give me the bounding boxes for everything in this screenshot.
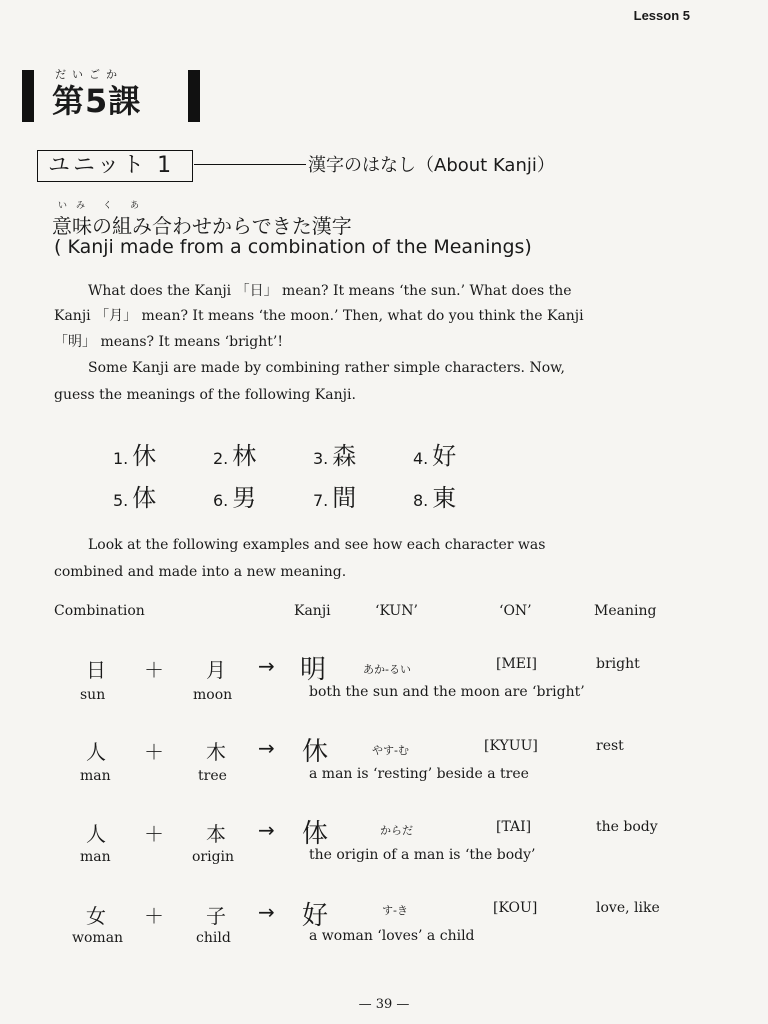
kanji-item-number: 4. (413, 449, 429, 468)
example-on: [KOU] (493, 900, 538, 916)
kanji-item-char: 森 (332, 442, 357, 470)
example-part2: 木 (206, 740, 226, 764)
example-result: 好 (302, 901, 329, 931)
lesson-title-ruby: だいごか (55, 68, 123, 81)
example-gloss1: sun (80, 687, 106, 703)
intro-line-1: What does the Kanji 「日」 mean? It means ‘the sun.’ What does the (88, 283, 572, 299)
kanji-item-char: 東 (432, 484, 457, 512)
example-explanation: the origin of a man is ‘the body’ (309, 847, 536, 863)
kanji-item (413, 478, 456, 513)
example-gloss1: man (80, 849, 111, 865)
example-part1: 人 (86, 822, 106, 846)
example-part1: 人 (86, 740, 106, 764)
subtitle-english: ( Kanji made from a combination of the Meanings) (54, 236, 532, 258)
intro-line-5: guess the meanings of the following Kanji. (54, 387, 356, 403)
kanji-item-char: 体 (132, 484, 157, 512)
intro-line-3: 「明」 means? It means ‘bright’! (54, 334, 283, 350)
kanji-item (413, 436, 456, 471)
heading-bar-right (188, 70, 200, 122)
example-gloss1: woman (72, 930, 124, 946)
header-meaning: Meaning (594, 603, 657, 619)
header-on: ‘ON’ (499, 603, 532, 619)
kanji-item-number: 8. (413, 491, 429, 510)
kanji-item-char: 林 (232, 442, 257, 470)
example-meaning: rest (596, 738, 624, 754)
kanji-item-char: 男 (232, 484, 257, 512)
example-result: 明 (300, 655, 327, 685)
arrow-icon: → (258, 654, 275, 678)
kanji-item (313, 436, 356, 471)
arrow-icon: → (258, 736, 275, 760)
kanji-item-number: 7. (313, 491, 329, 510)
example-explanation: both the sun and the moon are ‘bright’ (309, 684, 585, 700)
unit-divider (194, 164, 306, 165)
example-on: [KYUU] (484, 738, 538, 754)
page-number: — 39 — (358, 997, 410, 1012)
example-part1: 女 (86, 904, 106, 928)
unit-topic: 漢字のはなし（About Kanji） (308, 155, 555, 176)
example-on: [MEI] (496, 656, 538, 672)
kanji-item (213, 436, 256, 471)
kanji-item (113, 436, 156, 471)
lesson-title: 第5課 (52, 82, 142, 120)
example-gloss2: child (196, 930, 231, 946)
plus-sign: ＋ (144, 904, 164, 928)
header-combination: Combination (54, 603, 145, 619)
example-kun: からだ (380, 824, 413, 837)
kanji-item-number: 1. (113, 449, 129, 468)
example-part2: 月 (206, 658, 226, 682)
example-kun: あか-るい (363, 663, 411, 676)
example-result: 休 (302, 737, 329, 767)
example-meaning: the body (596, 819, 658, 835)
example-gloss2: tree (198, 768, 227, 784)
kanji-item-number: 5. (113, 491, 129, 510)
kanji-item-char: 休 (132, 442, 157, 470)
kanji-item-char: 好 (432, 442, 457, 470)
example-kun: やす-む (372, 744, 409, 757)
example-gloss2: moon (193, 687, 233, 703)
heading-bar-left (22, 70, 34, 122)
intro-line-4: Some Kanji are made by combining rather simple characters. Now, (88, 360, 565, 376)
example-result: 体 (302, 819, 329, 849)
kanji-item (113, 478, 156, 513)
kanji-item-number: 2. (213, 449, 229, 468)
examples-intro-line-2: combined and made into a new meaning. (54, 564, 347, 580)
example-part1: 日 (86, 658, 106, 682)
example-on: [TAI] (496, 819, 532, 835)
subtitle-japanese: 意味の組み合わせからできた漢字 (52, 214, 352, 238)
example-gloss2: origin (192, 849, 235, 865)
subtitle-ruby: い み く あ (58, 201, 140, 211)
intro-line-2: Kanji 「月」 mean? It means ‘the moon.’ Then, what do you think the Kanji (54, 308, 584, 324)
header-kun: ‘KUN’ (375, 603, 418, 619)
example-explanation: a man is ‘resting’ beside a tree (309, 766, 529, 782)
unit-label: ユニット 1 (37, 150, 193, 182)
example-gloss1: man (80, 768, 111, 784)
example-meaning: bright (596, 656, 640, 672)
examples-intro-line-1: Look at the following examples and see how each character was (88, 537, 546, 553)
arrow-icon: → (258, 818, 275, 842)
example-kun: す-き (382, 904, 408, 917)
example-explanation: a woman ‘loves’ a child (309, 928, 475, 944)
arrow-icon: → (258, 900, 275, 924)
kanji-item-char: 間 (332, 484, 357, 512)
plus-sign: ＋ (144, 822, 164, 846)
lesson-label: Lesson 5 (633, 8, 690, 23)
example-part2: 本 (206, 822, 226, 846)
plus-sign: ＋ (144, 740, 164, 764)
kanji-item-number: 3. (313, 449, 329, 468)
kanji-item (213, 478, 256, 513)
plus-sign: ＋ (144, 658, 164, 682)
example-meaning: love, like (596, 900, 660, 916)
kanji-item (313, 478, 356, 513)
kanji-item-number: 6. (213, 491, 229, 510)
header-kanji: Kanji (294, 603, 331, 619)
example-part2: 子 (206, 904, 226, 928)
